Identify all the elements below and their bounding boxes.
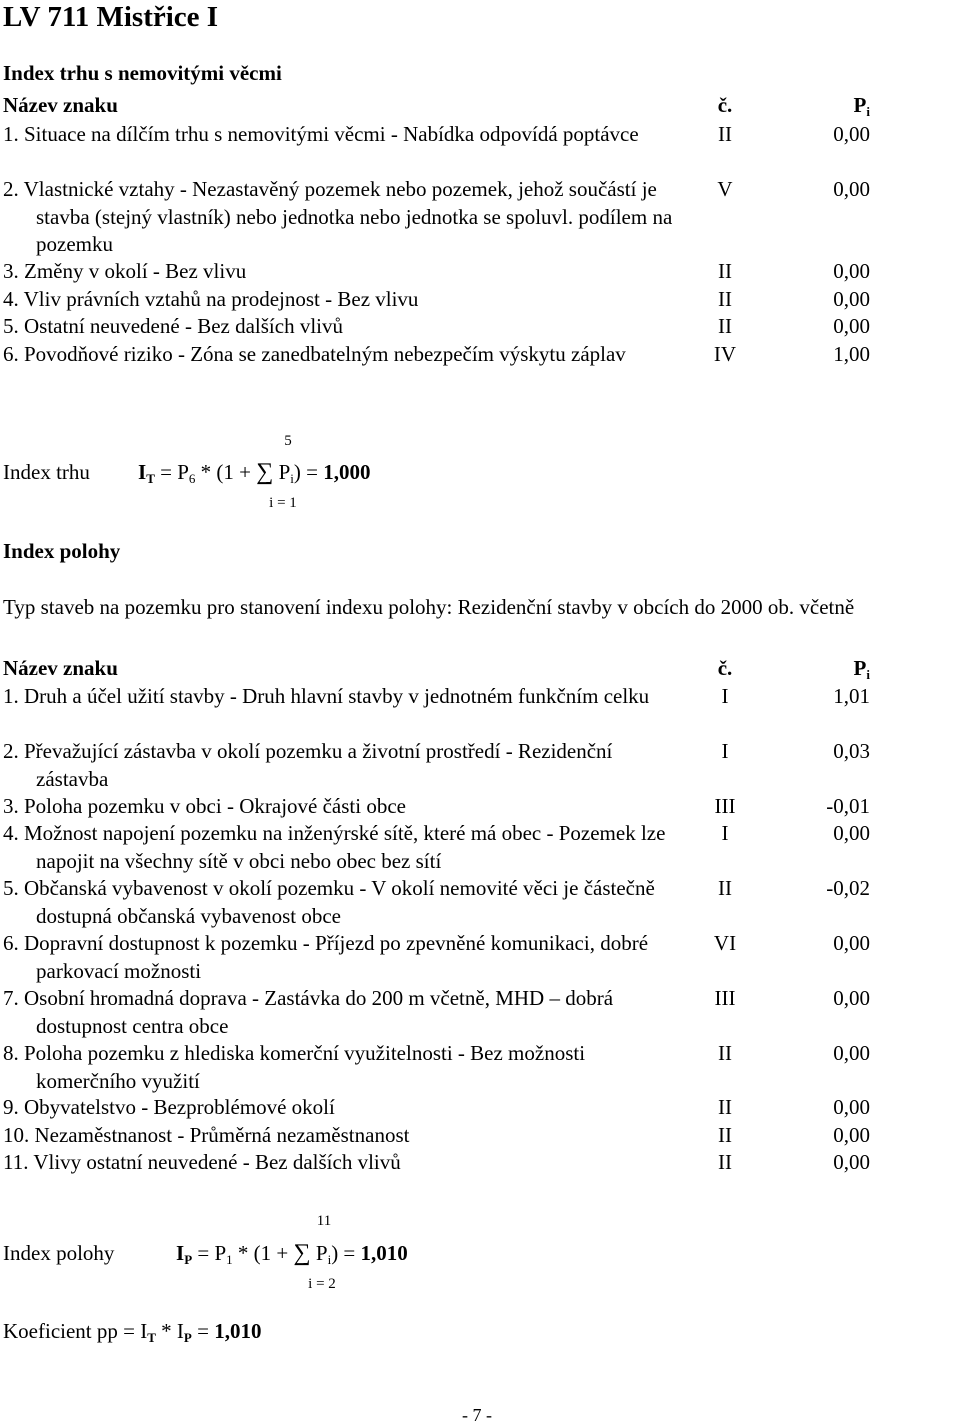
trh-item-1: 1. Situace na dílčím trhu s nemovitými věcmi - Nabídka odpovídá poptávce bbox=[3, 122, 639, 146]
column-header-nazev: Název znaku bbox=[3, 93, 118, 117]
trh-item-6-c: IV bbox=[713, 342, 737, 366]
poloha-item-2: 2. Převažující zástavba v okolí pozemku a životní prostředí - Rezidenční zástavba bbox=[3, 739, 613, 791]
section-heading-index-polohy: Index polohy bbox=[3, 539, 121, 563]
poloha-item-1-c: I bbox=[721, 684, 729, 708]
trh-item-2-p: 0,00 bbox=[833, 177, 870, 201]
poloha-item-7-p: 0,00 bbox=[833, 986, 870, 1010]
trh-item-4-c: II bbox=[718, 287, 732, 311]
poloha-item-8-p: 0,00 bbox=[833, 1041, 870, 1065]
trh-item-5-c: II bbox=[718, 314, 732, 338]
poloha-column-header-c: č. bbox=[717, 656, 733, 680]
poloha-item-6: 6. Dopravní dostupnost k pozemku - Příjezd po zpevněné komunikaci, dobré parkovací možnosti bbox=[3, 931, 649, 983]
trh-item-3-c: II bbox=[718, 259, 732, 283]
formula-poloha-sum-lower: i = 2 bbox=[308, 1276, 336, 1292]
poloha-item-4-c: I bbox=[721, 821, 729, 845]
poloha-item-5-c: II bbox=[718, 876, 732, 900]
poloha-item-1: 1. Druh a účel užití stavby - Druh hlavní stavby v jednotném funkčním celku bbox=[3, 684, 650, 708]
trh-item-6: 6. Povodňové riziko - Zóna se zanedbatelným nebezpečím výskytu záplav bbox=[3, 342, 626, 366]
formula-trh-sum-lower: i = 1 bbox=[269, 495, 297, 511]
trh-item-5: 5. Ostatní neuvedené - Bez dalších vlivů bbox=[3, 314, 343, 338]
trh-item-3: 3. Změny v okolí - Bez vlivu bbox=[3, 259, 247, 283]
trh-item-6-p: 1,00 bbox=[833, 342, 870, 366]
formula-poloha-sum-upper: 11 bbox=[316, 1213, 332, 1229]
poloha-item-10-p: 0,00 bbox=[833, 1123, 870, 1147]
poloha-item-10: 10. Nezaměstnanost - Průměrná nezaměstnanost bbox=[3, 1123, 410, 1147]
poloha-item-2-p: 0,03 bbox=[833, 739, 870, 763]
section-heading-index-trhu: Index trhu s nemovitými věcmi bbox=[3, 61, 282, 85]
poloha-item-3-c: III bbox=[714, 794, 736, 818]
poloha-item-1-p: 1,01 bbox=[833, 684, 870, 708]
poloha-item-9: 9. Obyvatelstvo - Bezproblémové okolí bbox=[3, 1095, 335, 1119]
poloha-item-4-p: 0,00 bbox=[833, 821, 870, 845]
formula-poloha: $I_P = P_1 * (1$ + ∑ $P_i) = 1,010$ bbox=[176, 1240, 408, 1267]
page-number: - 7 - bbox=[462, 1405, 492, 1425]
trh-item-1-p: 0,00 bbox=[833, 122, 870, 146]
poloha-item-8: 8. Poloha pozemku z hlediska komerční využitelnosti - Bez možnosti komerčního využití bbox=[3, 1041, 586, 1093]
poloha-item-11: 11. Vlivy ostatní neuvedené - Bez dalších vlivů bbox=[3, 1150, 401, 1174]
poloha-item-4: 4. Možnost napojení pozemku na inženýrské sítě, které má obec - Pozemek lze napojit na všechny sítě v obci nebo obec bez sítí bbox=[3, 821, 666, 873]
trh-item-2: 2. Vlastnické vztahy - Nezastavěný pozemek nebo pozemek, jehož součástí je stavba (stejný vlastník) nebo jednotka nebo jednotka se spoluvl. podílem na pozemku bbox=[3, 177, 673, 256]
poloha-item-6-p: 0,00 bbox=[833, 931, 870, 955]
column-header-pi: $P_i$ bbox=[853, 93, 870, 119]
poloha-type-text: Typ staveb na pozemku pro stanovení indexu polohy: Rezidenční stavby v obcích do 2000 ob. včetně bbox=[3, 595, 855, 619]
poloha-item-3: 3. Poloha pozemku v obci - Okrajové části obce bbox=[3, 794, 406, 818]
poloha-item-2-c: I bbox=[721, 739, 729, 763]
trh-item-2-c: V bbox=[717, 177, 733, 201]
poloha-item-5: 5. Občanská vybavenost v okolí pozemku - V okolí nemovité věci je částečně dostupná občanská vybavenost obce bbox=[3, 876, 655, 928]
poloha-item-9-c: II bbox=[718, 1095, 732, 1119]
poloha-item-7-c: III bbox=[714, 986, 736, 1010]
poloha-item-9-p: 0,00 bbox=[833, 1095, 870, 1119]
poloha-item-10-c: II bbox=[718, 1123, 732, 1147]
formula-trh-sum-upper: 5 bbox=[284, 433, 292, 449]
trh-item-4-p: 0,00 bbox=[833, 287, 870, 311]
document-title: LV 711 Mistřice I bbox=[3, 1, 219, 33]
column-header-c: č. bbox=[717, 93, 733, 117]
poloha-item-11-p: 0,00 bbox=[833, 1150, 870, 1174]
poloha-item-6-c: VI bbox=[713, 931, 737, 955]
koeficient-line: Koeficient pp = $I_T * I_P = 1,010$ bbox=[3, 1319, 262, 1345]
formula-trh-label: Index trhu bbox=[3, 460, 90, 484]
poloha-column-header-pi: $P_i$ bbox=[853, 656, 870, 682]
poloha-item-7: 7. Osobní hromadná doprava - Zastávka do 200 m včetně, MHD – dobrá dostupnost centra obce bbox=[3, 986, 614, 1038]
trh-item-4: 4. Vliv právních vztahů na prodejnost - Bez vlivu bbox=[3, 287, 419, 311]
trh-item-1-c: II bbox=[718, 122, 732, 146]
poloha-item-8-c: II bbox=[718, 1041, 732, 1065]
poloha-column-header-nazev: Název znaku bbox=[3, 656, 118, 680]
formula-poloha-label: Index polohy bbox=[3, 1241, 115, 1265]
trh-item-3-p: 0,00 bbox=[833, 259, 870, 283]
trh-item-5-p: 0,00 bbox=[833, 314, 870, 338]
poloha-item-3-p: -0,01 bbox=[826, 794, 870, 818]
poloha-item-11-c: II bbox=[718, 1150, 732, 1174]
poloha-item-5-p: -0,02 bbox=[826, 876, 870, 900]
formula-trh: $I_T = P_6 * (1$ + ∑ $P_i) = 1,000$ bbox=[138, 459, 371, 486]
